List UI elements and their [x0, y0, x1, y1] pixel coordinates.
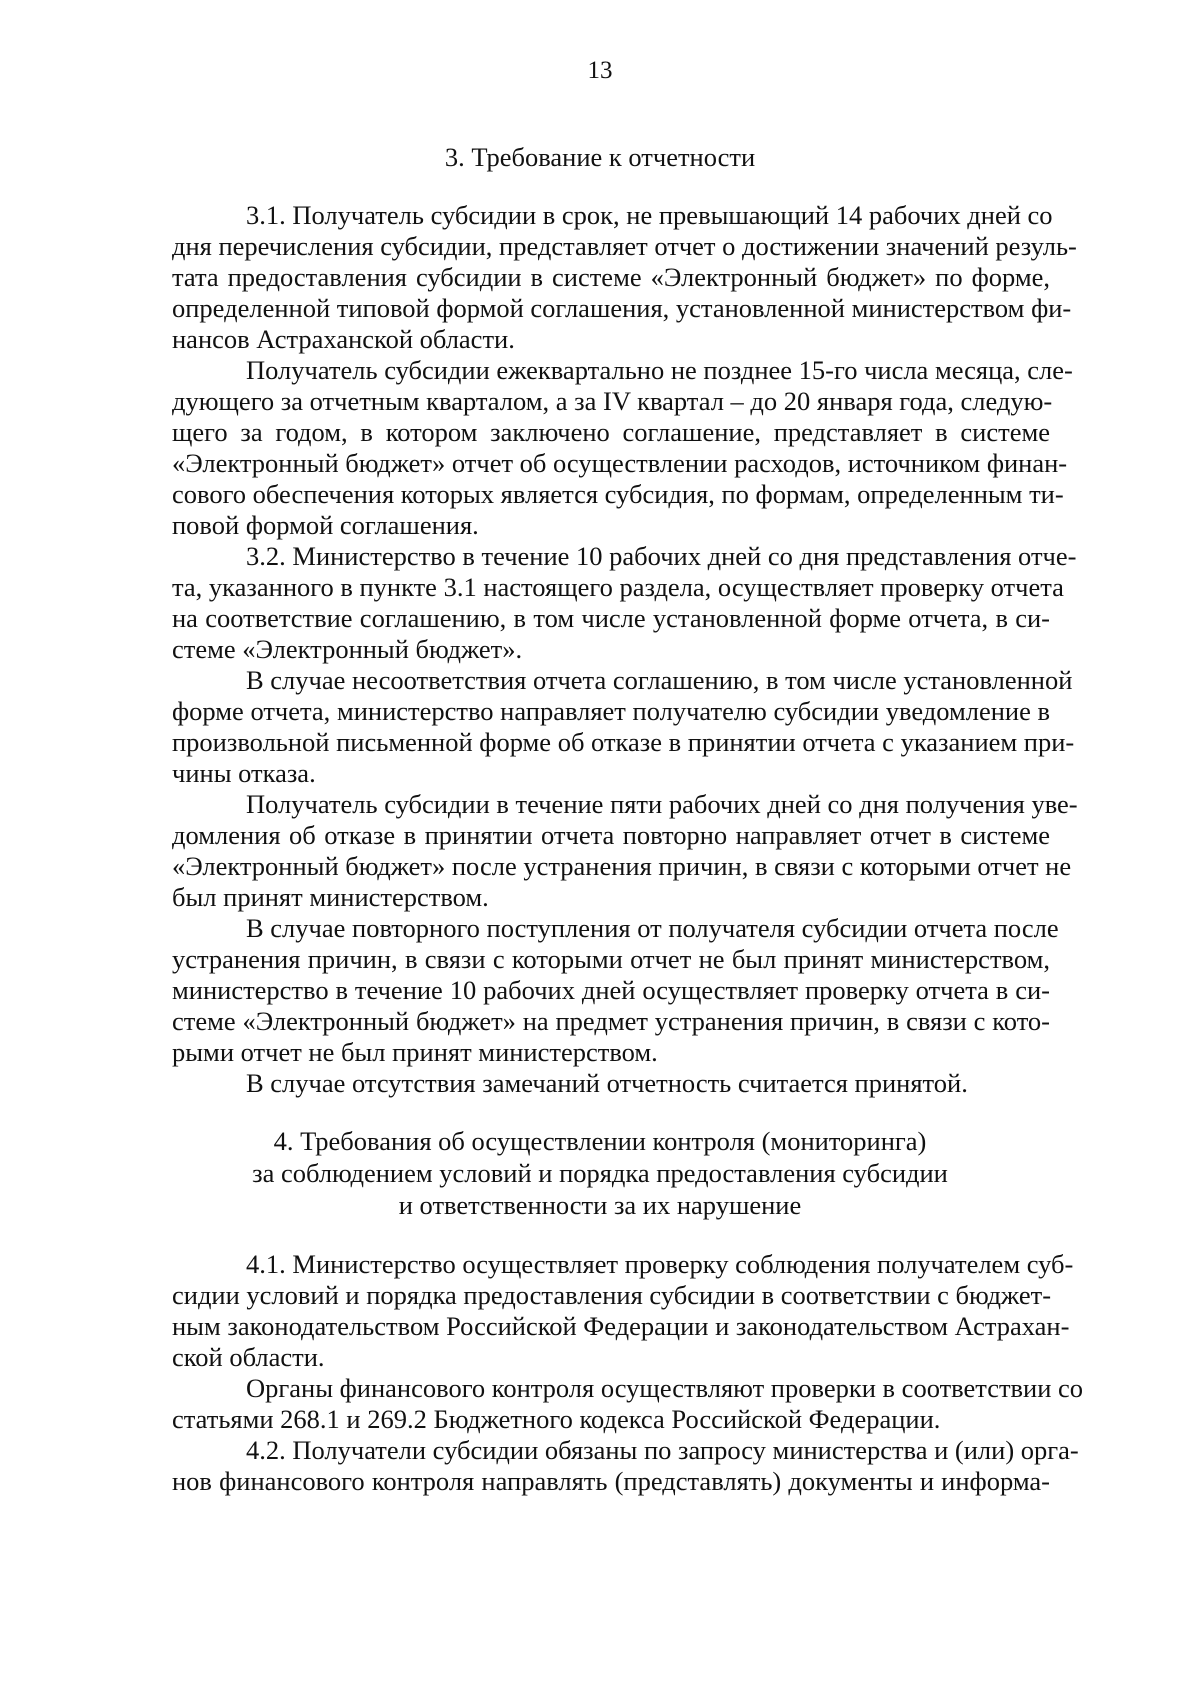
text-line: «Электронный бюджет» отчет об осуществлении расходов, источником финан-	[172, 448, 1068, 478]
text-line: нов финансового контроля направлять (представлять) документы и информа-	[172, 1466, 1050, 1496]
text-line: 3.2. Министерство в течение 10 рабочих дней со дня представления отче-	[246, 541, 1077, 571]
text-line: чины отказа.	[172, 758, 316, 788]
text-line: стеме «Электронный бюджет».	[172, 634, 523, 664]
text-line: та, указанного в пункте 3.1 настоящего раздела, осуществляет проверку отчета	[172, 572, 1064, 602]
text-line: 4.1. Министерство осуществляет проверку соблюдения получателем суб-	[246, 1249, 1074, 1279]
text-line: нансов Астраханской области.	[172, 324, 515, 354]
text-line: на соответствие соглашению, в том числе установленной форме отчета, в си-	[172, 603, 1050, 633]
text-line: «Электронный бюджет» после устранения причин, в связи с которыми отчет не	[172, 851, 1072, 881]
text-line: произвольной письменной форме об отказе в принятии отчета с указанием при-	[172, 727, 1075, 757]
text-line: 3.1. Получатель субсидии в срок, не превышающий 14 рабочих дней со	[246, 200, 1053, 230]
text-line: В случае отсутствия замечаний отчетность считается принятой.	[246, 1068, 968, 1098]
text-line: 4.2. Получатели субсидии обязаны по запросу министерства и (или) орга-	[246, 1435, 1079, 1465]
text-line: министерство в течение 10 рабочих дней осуществляет проверку отчета в си-	[172, 975, 1050, 1005]
text-line: стеме «Электронный бюджет» на предмет устранения причин, в связи с кото-	[172, 1006, 1050, 1036]
text-line: форме отчета, министерство направляет получателю субсидии уведомление в	[172, 696, 1050, 726]
text-line: В случае несоответствия отчета соглашению, в том числе установленной	[246, 665, 1073, 695]
text-line: ным законодательством Российской Федерации и законодательством Астрахан-	[172, 1311, 1070, 1341]
text-line: определенной типовой формой соглашения, установленной министерством фи-	[172, 293, 1072, 323]
text-line: Органы финансового контроля осуществляют проверки в соответствии со	[246, 1373, 1084, 1403]
text-line: домления об отказе в принятии отчета повторно направляет отчет в системе	[172, 820, 1050, 850]
text-line: сидии условий и порядка предоставления субсидии в соответствии с бюджет-	[172, 1280, 1052, 1310]
text-line: В случае повторного поступления от получателя субсидии отчета после	[246, 913, 1059, 943]
section-4-title-line: за соблюдением условий и порядка предоставления субсидии	[252, 1158, 948, 1188]
text-line: дня перечисления субсидии, представляет отчет о достижении значений резуль-	[172, 231, 1077, 261]
page-number: 13	[587, 57, 613, 84]
text-line: Получатель субсидии в течение пяти рабочих дней со дня получения уве-	[246, 789, 1078, 819]
text-line: ской области.	[172, 1342, 325, 1372]
section-4-title-line: и ответственности за их нарушение	[398, 1190, 802, 1220]
text-line: дующего за отчетным кварталом, а за IV квартал – до 20 января года, следую-	[172, 386, 1053, 416]
text-line: тата предоставления субсидии в системе «Электронный бюджет» по форме,	[172, 262, 1050, 292]
text-line: устранения причин, в связи с которыми отчет не был принят министерством,	[172, 944, 1050, 974]
section-3-title: 3. Требование к отчетности	[444, 142, 756, 172]
text-line: статьями 268.1 и 269.2 Бюджетного кодекса Российской Федерации.	[172, 1404, 941, 1434]
text-line: повой формой соглашения.	[172, 510, 479, 540]
section-4-title-line: 4. Требования об осуществлении контроля (мониторинга)	[273, 1126, 927, 1156]
text-line: щего за годом, в котором заключено соглашение, представляет в системе	[172, 417, 1050, 447]
text-line: рыми отчет не был принят министерством.	[172, 1037, 658, 1067]
text-line: сового обеспечения которых является субсидия, по формам, определенным ти-	[172, 479, 1064, 509]
text-line: был принят министерством.	[172, 882, 489, 912]
text-line: Получатель субсидии ежеквартально не позднее 15-го числа месяца, сле-	[246, 355, 1073, 385]
